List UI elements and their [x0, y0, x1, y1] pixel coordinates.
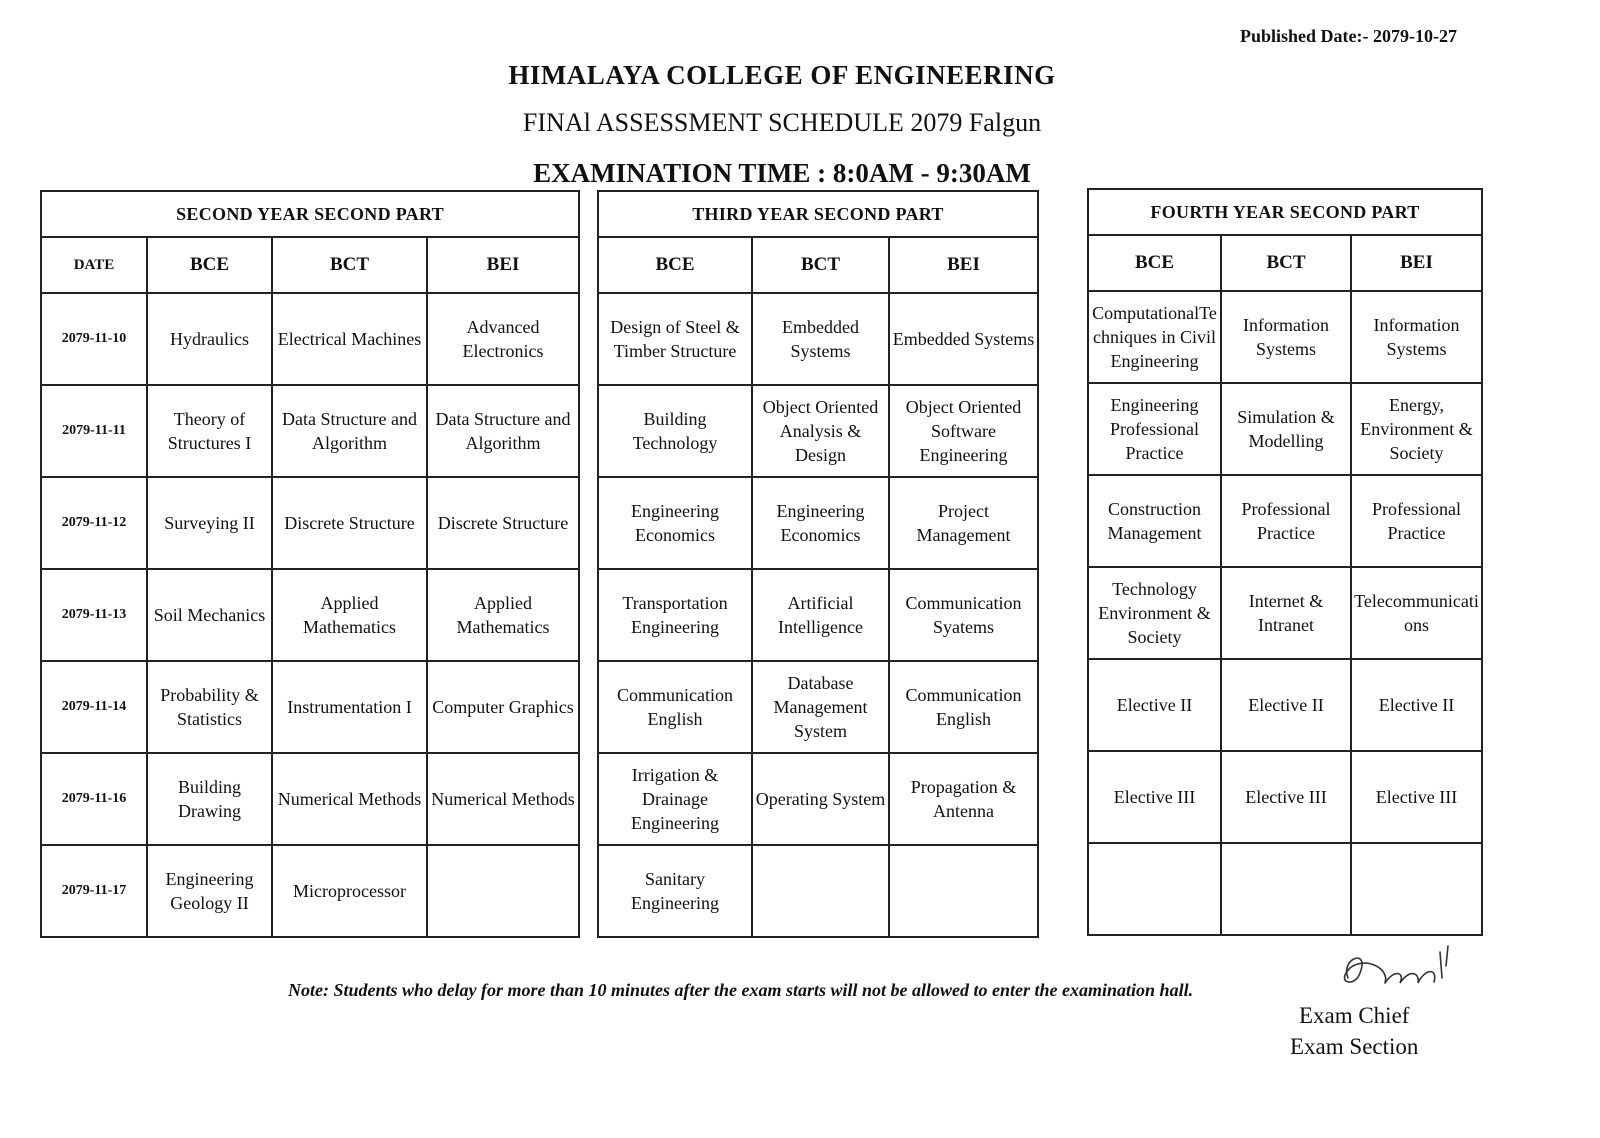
table-row	[1088, 475, 1482, 567]
college-name	[0, 60, 1600, 91]
table-row	[1088, 659, 1482, 751]
table-row	[41, 385, 579, 477]
schedule-title	[0, 108, 1600, 138]
subject-cell: Irrigation & Drainage Engineering	[598, 753, 752, 845]
subject-cell: Discrete Structure	[427, 477, 579, 569]
subject-cell: Artificial Intelligence	[752, 569, 889, 661]
subject-cell: Embedded Systems	[752, 293, 889, 385]
table-row	[598, 845, 1038, 937]
table-row	[41, 293, 579, 385]
schedule-title-text: FINAl ASSESSMENT SCHEDULE 2079 Falgun	[522, 108, 1042, 137]
table-row	[598, 477, 1038, 569]
subject-cell: Communication Syatems	[889, 569, 1038, 661]
column-header-bce: BCE	[1088, 235, 1221, 291]
second-year-table	[40, 190, 580, 938]
college-name-text: HIMALAYA COLLEGE OF ENGINEERING	[508, 60, 1056, 90]
subject-cell: Engineering Economics	[598, 477, 752, 569]
table-row	[41, 569, 579, 661]
subject-cell: Applied Mathematics	[427, 569, 579, 661]
table-row	[1088, 567, 1482, 659]
second-year-title: SECOND YEAR SECOND PART	[41, 191, 579, 237]
subject-cell: Elective II	[1221, 659, 1351, 751]
column-header-bct: BCT	[1221, 235, 1351, 291]
table-row	[1088, 751, 1482, 843]
subject-cell: Theory of Structures I	[147, 385, 272, 477]
subject-cell: Elective II	[1351, 659, 1482, 751]
fourth-year-table	[1087, 188, 1483, 936]
column-header-bce: BCE	[598, 237, 752, 293]
table-row	[41, 661, 579, 753]
subject-cell: Database Management System	[752, 661, 889, 753]
subject-cell: Microprocessor	[272, 845, 427, 937]
exam-date: 2079-11-17	[41, 845, 147, 937]
table-row	[41, 753, 579, 845]
subject-cell: Data Structure and Algorithm	[272, 385, 427, 477]
subject-cell: Embedded Systems	[889, 293, 1038, 385]
third-year-title: THIRD YEAR SECOND PART	[598, 191, 1038, 237]
subject-cell: Data Structure and Algorithm	[427, 385, 579, 477]
subject-cell: Electrical Machines	[272, 293, 427, 385]
subject-cell: Construction Management	[1088, 475, 1221, 567]
subject-cell: Building Drawing	[147, 753, 272, 845]
subject-cell: Object Oriented Software Engineering	[889, 385, 1038, 477]
table-row	[1088, 291, 1482, 383]
subject-cell: Soil Mechanics	[147, 569, 272, 661]
subject-cell: Internet & Intranet	[1221, 567, 1351, 659]
subject-cell: Building Technology	[598, 385, 752, 477]
signatory-title: Exam Chief	[1298, 1003, 1410, 1028]
subject-cell: Communication English	[598, 661, 752, 753]
subject-cell: Professional Practice	[1221, 475, 1351, 567]
exam-date: 2079-11-14	[41, 661, 147, 753]
column-header-bei: BEI	[427, 237, 579, 293]
exam-date: 2079-11-13	[41, 569, 147, 661]
table-row	[598, 569, 1038, 661]
subject-cell: ComputationalTechniques in Civil Engineering	[1088, 291, 1221, 383]
signature-icon	[1330, 938, 1460, 1008]
exam-date: 2079-11-11	[41, 385, 147, 477]
subject-cell: Simulation & Modelling	[1221, 383, 1351, 475]
column-header-bct: BCT	[752, 237, 889, 293]
subject-cell: Elective III	[1221, 751, 1351, 843]
subject-cell: Telecommunications	[1351, 567, 1482, 659]
exam-date: 2079-11-10	[41, 293, 147, 385]
column-header-bct: BCT	[272, 237, 427, 293]
signatory-block	[1290, 1000, 1418, 1062]
table-row	[41, 477, 579, 569]
third-year-table	[597, 190, 1039, 938]
subject-cell	[1221, 843, 1351, 935]
subject-cell: Sanitary Engineering	[598, 845, 752, 937]
fourth-year-title: FOURTH YEAR SECOND PART	[1088, 189, 1482, 235]
exam-time-text: EXAMINATION TIME : 8:0AM - 9:30AM	[533, 158, 1031, 188]
signatory-office: Exam Section	[1290, 1034, 1419, 1059]
column-header-bce: BCE	[147, 237, 272, 293]
table-row	[598, 385, 1038, 477]
subject-cell	[1088, 843, 1221, 935]
subject-cell: Advanced Electronics	[427, 293, 579, 385]
subject-cell: Design of Steel & Timber Structure	[598, 293, 752, 385]
subject-cell: Applied Mathematics	[272, 569, 427, 661]
subject-cell: Elective III	[1351, 751, 1482, 843]
subject-cell: Project Management	[889, 477, 1038, 569]
subject-cell: Engineering Economics	[752, 477, 889, 569]
table-row	[598, 753, 1038, 845]
subject-cell: Object Oriented Analysis & Design	[752, 385, 889, 477]
late-entry-note: Note: Students who delay for more than 10 minutes after the exam starts will not be allowed to enter the examination hall.	[288, 980, 1194, 1000]
subject-cell: Engineering Geology II	[147, 845, 272, 937]
subject-cell: Surveying II	[147, 477, 272, 569]
subject-cell: Instrumentation I	[272, 661, 427, 753]
subject-cell: Computer Graphics	[427, 661, 579, 753]
published-date: Published Date:- 2079-10-27	[1240, 26, 1457, 46]
subject-cell: Elective II	[1088, 659, 1221, 751]
table-row	[41, 845, 579, 937]
subject-cell: Numerical Methods	[272, 753, 427, 845]
subject-cell: Discrete Structure	[272, 477, 427, 569]
column-header-date: DATE	[41, 237, 147, 293]
exam-time	[0, 158, 1600, 189]
column-header-bei: BEI	[889, 237, 1038, 293]
subject-cell: Operating System	[752, 753, 889, 845]
subject-cell: Energy, Environment & Society	[1351, 383, 1482, 475]
subject-cell	[889, 845, 1038, 937]
subject-cell: Information Systems	[1351, 291, 1482, 383]
subject-cell: Professional Practice	[1351, 475, 1482, 567]
exam-date: 2079-11-12	[41, 477, 147, 569]
subject-cell: Numerical Methods	[427, 753, 579, 845]
subject-cell: Probability & Statistics	[147, 661, 272, 753]
table-row	[598, 293, 1038, 385]
subject-cell: Communication English	[889, 661, 1038, 753]
subject-cell	[427, 845, 579, 937]
subject-cell: Elective III	[1088, 751, 1221, 843]
subject-cell: Propagation & Antenna	[889, 753, 1038, 845]
column-header-bei: BEI	[1351, 235, 1482, 291]
table-row	[1088, 383, 1482, 475]
subject-cell: Engineering Professional Practice	[1088, 383, 1221, 475]
subject-cell	[1351, 843, 1482, 935]
table-row	[598, 661, 1038, 753]
subject-cell: Information Systems	[1221, 291, 1351, 383]
subject-cell: Hydraulics	[147, 293, 272, 385]
subject-cell: Technology Environment & Society	[1088, 567, 1221, 659]
exam-date: 2079-11-16	[41, 753, 147, 845]
subject-cell: Transportation Engineering	[598, 569, 752, 661]
subject-cell	[752, 845, 889, 937]
table-row	[1088, 843, 1482, 935]
